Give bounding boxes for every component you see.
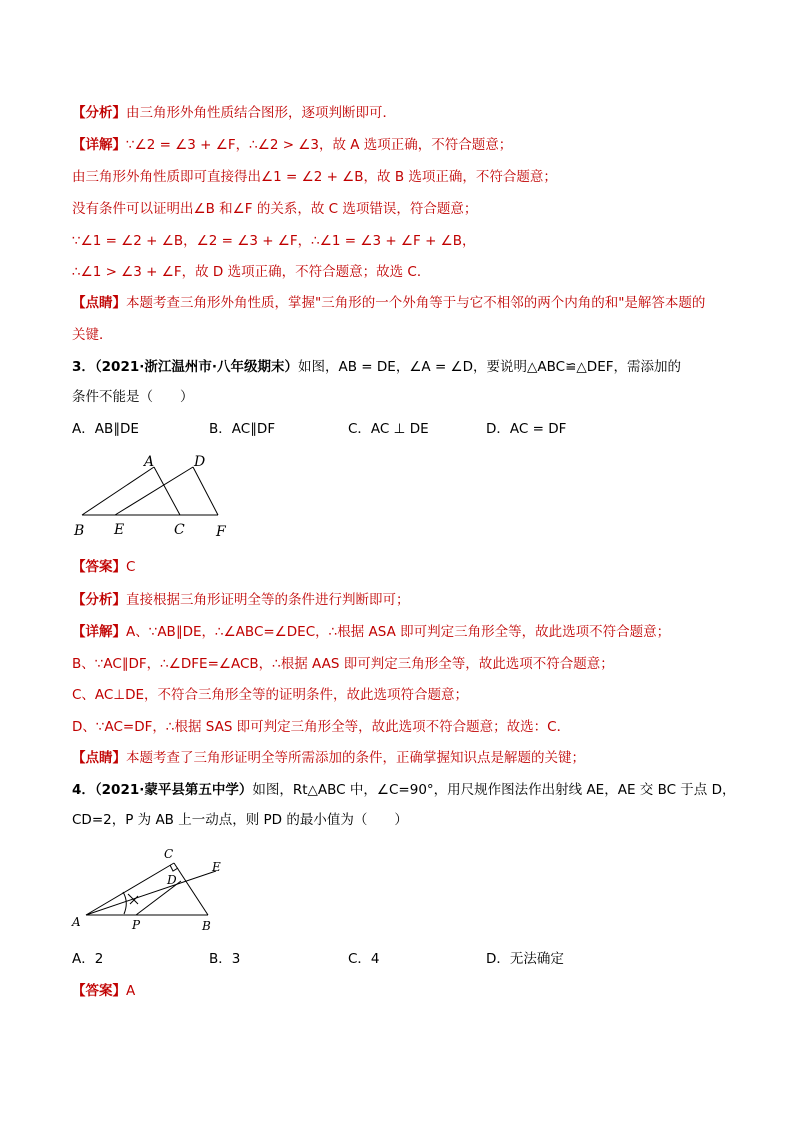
q3-comment	[72, 749, 585, 767]
q3-stem-continued: 条件不能是（ ）	[72, 389, 194, 405]
q2-detail-line: ∴∠1 > ∠3 + ∠F，故 D 选项正确，不符合题意；故选 C．	[72, 264, 431, 280]
line-df	[193, 467, 218, 515]
question-text: 如图，Rt△ABC 中，∠C=90°，用尺规作图法作出射线 AE，AE 交 BC 于点 D，	[252, 782, 736, 798]
q2-detail-line: 由三角形外角性质即可直接得出∠1 = ∠2 + ∠B，故 B 选项正确，不符合题意；	[72, 169, 557, 185]
answer-tag: 【答案】	[72, 559, 126, 575]
construction-cross	[128, 894, 138, 904]
option-d: D．AC = DF	[486, 421, 567, 437]
label-c: C	[164, 847, 174, 861]
line-ac	[154, 467, 180, 515]
q2-comment	[72, 294, 705, 312]
line-ba	[82, 467, 154, 515]
q3-analysis	[72, 591, 410, 609]
option-a: A．AB∥DE	[72, 421, 139, 437]
label-b: B	[202, 919, 211, 933]
analysis-tag: 【分析】	[72, 105, 126, 121]
q4-answer	[72, 982, 135, 1000]
detail-text: A、∵AB∥DE，∴∠ABC=∠DEC，∴根据 ASA 即可判定三角形全等，故此选项不符合题意；	[126, 624, 671, 640]
option-d: D．无法确定	[486, 951, 564, 967]
question-number: 3．	[72, 359, 95, 375]
q4-stem-continued: CD=2，P 为 AB 上一动点，则 PD 的最小值为（ ）	[72, 812, 408, 828]
detail-text: ∵∠2 = ∠3 + ∠F，∴∠2 > ∠3，故 A 选项正确，不符合题意；	[126, 137, 513, 153]
label-f: F	[216, 524, 226, 540]
comment-text: 本题考查了三角形证明全等所需添加的条件，正确掌握知识点是解题的关键；	[126, 750, 585, 766]
q4-right-triangle-figure	[66, 838, 236, 936]
line-ac	[86, 863, 174, 915]
line-ed	[115, 467, 193, 515]
q2-detail-line: 没有条件可以证明出∠B 和∠F 的关系，故 C 选项错误，符合题意；	[72, 201, 478, 217]
label-d: D	[194, 454, 206, 470]
ray-ae	[86, 871, 216, 915]
label-a: A	[72, 915, 81, 929]
label-e: E	[212, 860, 221, 874]
q4-stem	[72, 781, 736, 799]
comment-tag: 【点睛】	[72, 750, 126, 766]
question-text: 如图，AB = DE，∠A = ∠D，要说明△ABC≌△DEF，需添加的	[298, 359, 681, 375]
answer-tag: 【答案】	[72, 983, 126, 999]
q3-triangle-figure	[70, 450, 250, 542]
detail-tag: 【详解】	[72, 624, 126, 640]
option-a: A．2	[72, 951, 104, 967]
analysis-text: 直接根据三角形证明全等的条件进行判断即可；	[126, 592, 410, 608]
analysis-text: 由三角形外角性质结合图形，逐项判断即可．	[126, 105, 396, 121]
q3-detail-line: B、∵AC∥DF，∴∠DFE=∠ACB，∴根据 AAS 即可判定三角形全等，故此选项不符合题意；	[72, 656, 614, 672]
q2-detail-line	[72, 136, 512, 154]
question-number: 4．	[72, 782, 95, 798]
analysis-tag: 【分析】	[72, 592, 126, 608]
answer-value: C	[126, 559, 136, 575]
q2-comment-continued: 关键．	[72, 327, 113, 343]
q3-detail-line: C、AC⊥DE，不符合三角形全等的证明条件，故此选项符合题意；	[72, 687, 469, 703]
q3-detail-line: D、∵AC=DF，∴根据 SAS 即可判定三角形全等，故此选项不符合题意；故选：C．	[72, 719, 571, 735]
label-p: P	[132, 918, 141, 932]
option-c: C．AC ⊥ DE	[348, 421, 429, 437]
option-c: C．4	[348, 951, 380, 967]
line-cb	[174, 863, 208, 915]
label-d: D	[167, 873, 177, 887]
comment-tag: 【点睛】	[72, 295, 126, 311]
construction-arc	[123, 892, 126, 914]
label-a: A	[144, 454, 155, 470]
option-b: B．AC∥DF	[209, 421, 276, 437]
answer-value: A	[126, 983, 136, 999]
question-source: （2021·浙江温州市·八年级期末）	[94, 359, 298, 375]
option-b: B．3	[209, 951, 241, 967]
label-b: B	[74, 523, 85, 539]
label-c: C	[174, 522, 185, 538]
q2-detail-line: ∵∠1 = ∠2 + ∠B，∠2 = ∠3 + ∠F，∴∠1 = ∠3 + ∠F + ∠B，	[72, 233, 476, 249]
q2-analysis	[72, 104, 396, 122]
detail-tag: 【详解】	[72, 137, 126, 153]
question-source: （2021·蒙平县第五中学）	[94, 782, 253, 798]
comment-text: 本题考查三角形外角性质，掌握"三角形的一个外角等于与它不相邻的两个内角的和"是解答本题的	[126, 295, 706, 311]
q3-stem	[72, 358, 681, 376]
q3-answer	[72, 558, 135, 576]
q3-detail-line	[72, 623, 670, 641]
label-e: E	[114, 522, 125, 538]
